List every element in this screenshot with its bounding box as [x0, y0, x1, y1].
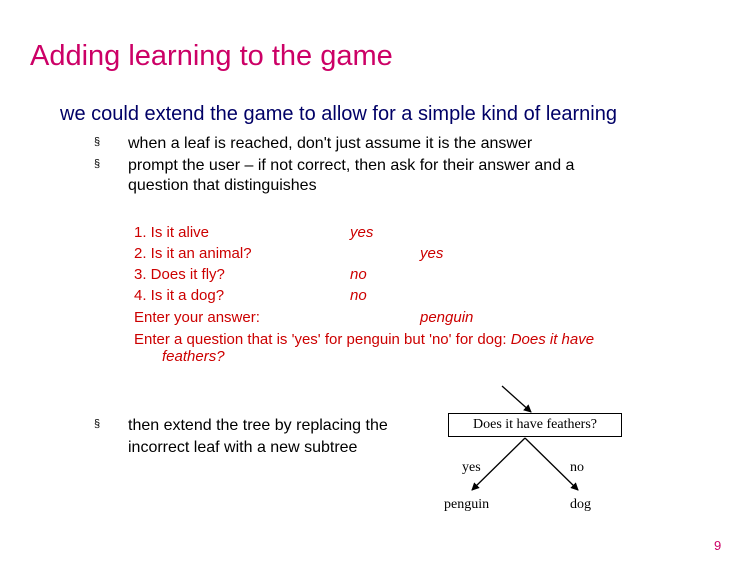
slide-title: Adding learning to the game: [30, 40, 393, 72]
dialog-enter-answer: Enter your answer:: [134, 309, 260, 326]
tree-leaf-dog: dog: [570, 497, 591, 512]
bullet-marker: §: [94, 158, 101, 170]
bullet-3: then extend the tree by replacing the: [128, 417, 388, 434]
tree-no-label: no: [570, 460, 584, 475]
tree-yes-label: yes: [462, 460, 481, 475]
dialog-question-text: Does it have: [510, 331, 595, 348]
incoming-edge: [502, 386, 531, 412]
bullet-2: prompt the user – if not correct, then ask for their answer and a: [128, 157, 575, 174]
tree-root-label: Does it have feathers?: [473, 417, 597, 432]
bullet-3-continued: incorrect leaf with a new subtree: [128, 439, 358, 456]
dialog-question-3: 3. Does it fly?: [134, 266, 225, 283]
dialog-enter-question-prefix: Enter a question that is 'yes' for penguin but 'no' for dog:: [134, 331, 507, 348]
dialog-answer-4: no: [350, 287, 367, 304]
dialog-answer-2: yes: [420, 245, 444, 262]
dialog-question-text-continued: feathers?: [162, 348, 225, 365]
lead-text: we could extend the game to allow for a simple kind of learning: [60, 103, 617, 125]
bullet-marker: §: [94, 136, 101, 148]
dialog-answer-3: no: [350, 266, 367, 283]
tree-root-node: [448, 413, 622, 437]
dialog-question-2: 2. Is it an animal?: [134, 245, 252, 262]
dialog-question-4: 4. Is it a dog?: [134, 287, 225, 304]
bullet-marker: §: [94, 418, 101, 430]
tree-leaf-penguin: penguin: [444, 497, 490, 512]
dialog-user-answer: penguin: [420, 309, 474, 326]
page-number: 9: [714, 538, 722, 553]
bullet-1: when a leaf is reached, don't just assume it is the answer: [128, 135, 533, 152]
dialog-answer-1: yes: [350, 224, 374, 241]
bullet-2-continued: question that distinguishes: [128, 177, 317, 194]
dialog-question-1: 1. Is it alive: [134, 224, 210, 241]
